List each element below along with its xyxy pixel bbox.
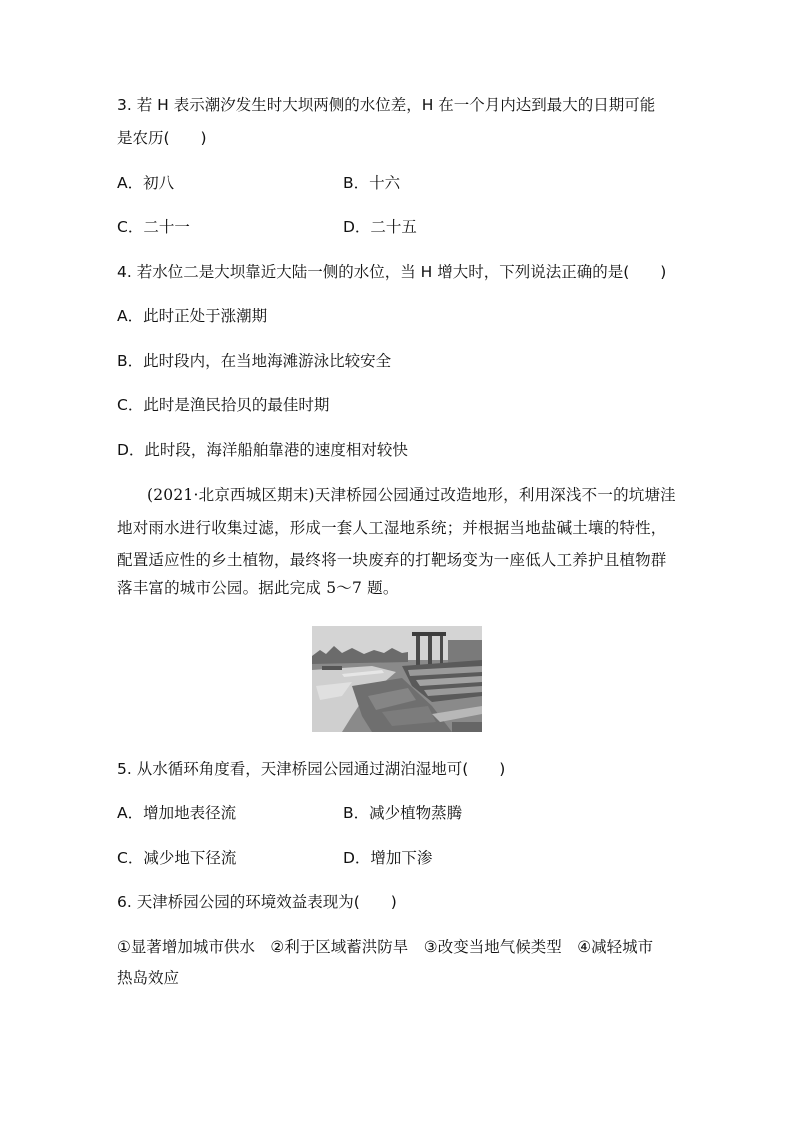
q5-option-a: A．增加地表径流 bbox=[117, 804, 237, 822]
q3-option-c: C．二十一 bbox=[117, 218, 190, 236]
q6-choices-line1: ①显著增加城市供水 ②利于区域蓄洪防旱 ③改变当地气候类型 ④减轻城市 bbox=[117, 938, 654, 956]
q4-stem: 4. 若水位二是大坝靠近大陆一侧的水位，当 H 增大时，下列说法正确的是( ) bbox=[117, 263, 667, 281]
q6-choices-line2: 热岛效应 bbox=[117, 969, 180, 987]
wetland-park-photo bbox=[312, 626, 482, 732]
q3-option-d: D．二十五 bbox=[343, 218, 417, 236]
q4-option-d: D．此时段，海洋船舶靠港的速度相对较快 bbox=[117, 441, 408, 459]
q3-stem-line1: 3. 若 H 表示潮汐发生时大坝两侧的水位差，H 在一个月内达到最大的日期可能 bbox=[117, 96, 656, 114]
passage-line3: 配置适应性的乡土植物，最终将一块废弃的打靶场变为一座低人工养护且植物群 bbox=[117, 551, 667, 569]
q4-option-c: C．此时是渔民拾贝的最佳时期 bbox=[117, 396, 330, 414]
q5-option-b: B．减少植物蒸腾 bbox=[343, 804, 463, 822]
q4-option-b: B．此时段内，在当地海滩游泳比较安全 bbox=[117, 352, 392, 370]
passage-line4: 落丰富的城市公园。据此完成 5～7 题。 bbox=[117, 579, 399, 597]
q5-option-d: D．增加下渗 bbox=[343, 849, 433, 867]
q3-option-a: A．初八 bbox=[117, 174, 175, 192]
passage-line1: (2021·北京西城区期末)天津桥园公园通过改造地形，利用深浅不一的坑塘洼 bbox=[147, 486, 676, 504]
q4-option-a: A．此时正处于涨潮期 bbox=[117, 307, 268, 325]
q6-stem: 6. 天津桥园公园的环境效益表现为( ) bbox=[117, 893, 397, 911]
q3-option-b: B．十六 bbox=[343, 174, 401, 192]
q5-stem: 5. 从水循环角度看，天津桥园公园通过湖泊湿地可( ) bbox=[117, 760, 506, 778]
q5-option-c: C．减少地下径流 bbox=[117, 849, 237, 867]
passage-line2: 地对雨水进行收集过滤，形成一套人工湿地系统；并根据当地盐碱土壤的特性， bbox=[117, 519, 667, 537]
q3-stem-line2: 是农历( ) bbox=[117, 129, 207, 147]
